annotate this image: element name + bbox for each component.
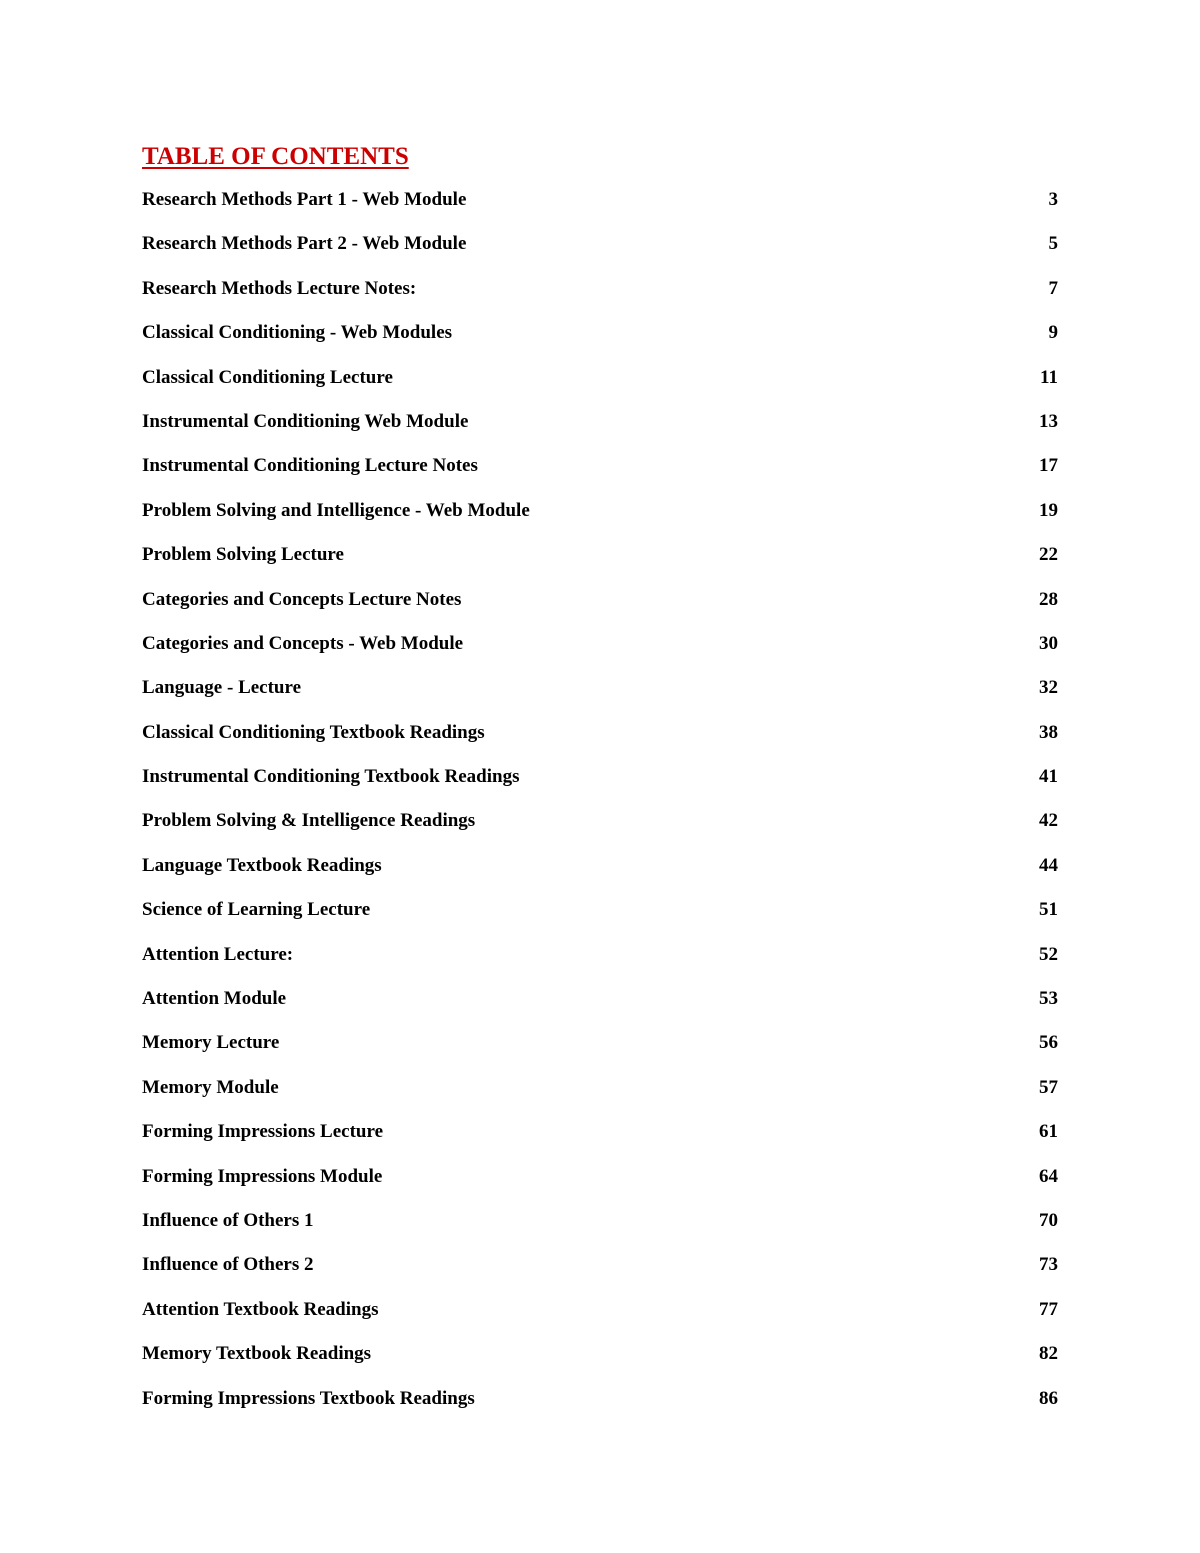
toc-entry [142,451,1058,495]
toc-entry [142,629,1058,673]
toc-entry [142,1295,1058,1339]
toc-entry-page-number: 57 [1039,1076,1058,1098]
toc-entry [142,1339,1058,1383]
toc-entry-page-number: 61 [1039,1121,1058,1143]
toc-entry-page-number: 19 [1039,499,1058,521]
toc-entry [142,274,1058,318]
toc-entry-title: Memory Textbook Readings [142,1343,372,1365]
toc-entry-page-number: 7 [1048,277,1058,299]
toc-entry [142,540,1058,584]
toc-entry-page-number: 17 [1039,455,1058,477]
toc-entry [142,496,1058,540]
toc-entry-page-number: 52 [1039,943,1058,965]
toc-entry-title: Attention Textbook Readings [142,1298,379,1320]
toc-entry-title: Research Methods Part 1 - Web Module [142,189,467,210]
toc-entry [142,806,1058,850]
toc-entry [142,1073,1058,1117]
toc-entry-title: Attention Lecture: [142,943,294,965]
toc-entry-page-number: 13 [1039,410,1058,432]
toc-entry-title: Classical Conditioning Lecture [142,366,393,388]
toc-entry-title: Instrumental Conditioning Lecture Notes [142,455,478,477]
toc-entry-title: Categories and Concepts Lecture Notes [142,588,462,610]
toc-entry [142,318,1058,362]
toc-entry-page-number: 38 [1039,721,1058,743]
toc-entry-title: Language Textbook Readings [142,854,382,876]
toc-entry [142,984,1058,1028]
toc-entry-title: Research Methods Lecture Notes: [142,277,417,299]
toc-entry [142,363,1058,407]
toc-entry-page-number: 51 [1039,899,1058,921]
toc-entry [142,762,1058,806]
toc-entry [142,1028,1058,1072]
toc-entry-page-number: 32 [1039,677,1058,699]
toc-entry-page-number: 73 [1039,1254,1058,1276]
toc-entry-title: Influence of Others 2 [142,1254,314,1276]
toc-entry-title: Problem Solving Lecture [142,544,344,566]
toc-entry-title: Forming Impressions Lecture [142,1121,384,1143]
toc-entry [142,673,1058,717]
toc-entry [142,407,1058,451]
toc-entry-title: Language - Lecture [142,677,302,699]
toc-entry-title: Problem Solving and Intelligence - Web Module [142,499,530,521]
toc-entry-title: Categories and Concepts - Web Module [142,632,464,654]
toc-entry [142,185,1058,229]
toc-entry [142,851,1058,895]
toc-heading: TABLE OF CONTENTS [142,143,409,170]
toc-entry-title: Forming Impressions Module [142,1165,383,1187]
toc-entry [142,1384,1058,1428]
toc-entry-title: Classical Conditioning Textbook Readings [142,721,485,743]
toc-entry-page-number: 3 [1048,189,1058,210]
toc-list [142,185,1058,1428]
toc-entry [142,940,1058,984]
toc-entry-title: Memory Module [142,1076,279,1098]
toc-entry-title: Attention Module [142,988,287,1010]
toc-entry-title: Influence of Others 1 [142,1209,314,1231]
toc-entry [142,1206,1058,1250]
toc-entry-title: Memory Lecture [142,1032,280,1054]
toc-entry [142,1250,1058,1294]
toc-entry-title: Science of Learning Lecture [142,899,371,921]
toc-entry-page-number: 30 [1039,632,1058,654]
toc-entry-page-number: 86 [1039,1387,1058,1409]
toc-entry-page-number: 64 [1039,1165,1058,1187]
toc-entry-page-number: 11 [1040,366,1058,388]
toc-entry-page-number: 77 [1039,1298,1058,1320]
toc-entry-title: Instrumental Conditioning Textbook Readings [142,766,520,788]
toc-entry-page-number: 22 [1039,544,1058,566]
toc-entry-title: Research Methods Part 2 - Web Module [142,233,467,255]
toc-entry [142,718,1058,762]
toc-entry-page-number: 41 [1039,766,1058,788]
toc-entry-page-number: 53 [1039,988,1058,1010]
toc-entry [142,1162,1058,1206]
toc-entry-title: Classical Conditioning - Web Modules [142,322,453,344]
toc-entry-page-number: 28 [1039,588,1058,610]
toc-entry-title: Forming Impressions Textbook Readings [142,1387,475,1409]
toc-entry-page-number: 42 [1039,810,1058,832]
toc-entry [142,895,1058,939]
toc-entry [142,1117,1058,1161]
toc-entry-page-number: 44 [1039,854,1058,876]
toc-entry-title: Problem Solving & Intelligence Readings [142,810,476,832]
toc-entry-page-number: 56 [1039,1032,1058,1054]
toc-entry-page-number: 5 [1048,233,1058,255]
toc-entry-page-number: 82 [1039,1343,1058,1365]
toc-entry-title: Instrumental Conditioning Web Module [142,410,469,432]
toc-entry-page-number: 9 [1048,322,1058,344]
toc-entry [142,229,1058,273]
toc-entry [142,585,1058,629]
toc-entry-page-number: 70 [1039,1209,1058,1231]
